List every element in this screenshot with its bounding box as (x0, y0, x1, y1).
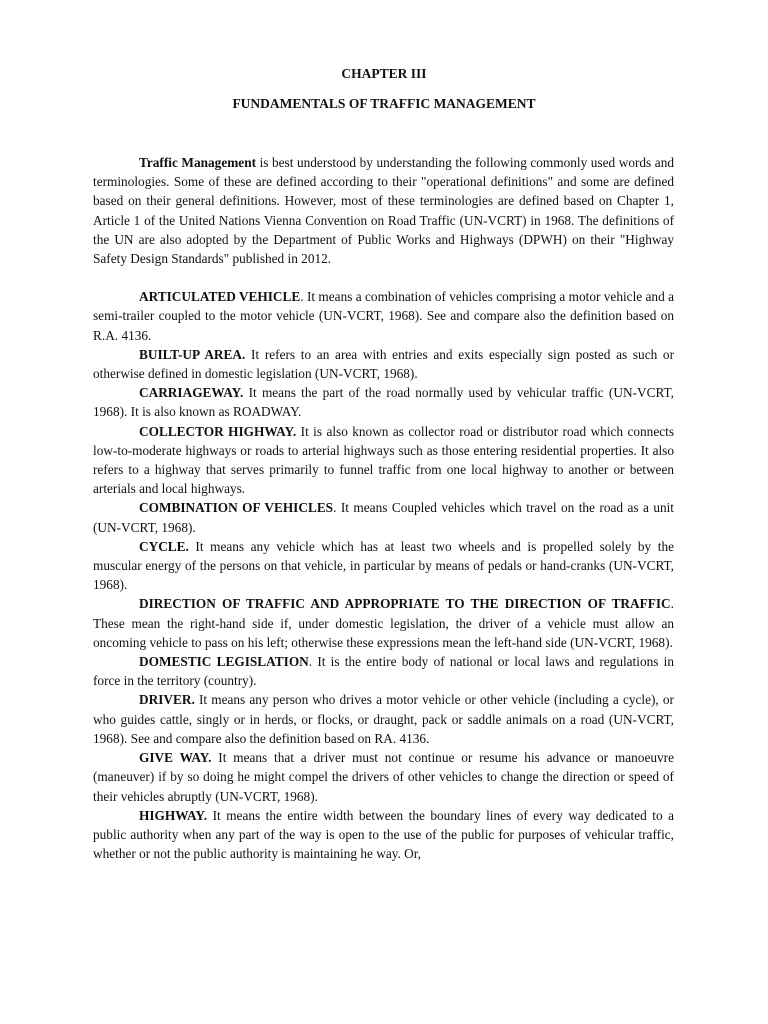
term-definition: . It means a combination of vehicles comprising a motor vehicle and a semi-trailer coupled to the motor vehicle (UN-VCRT, 1968). See and compare also the definition based on R.A. 4136. (93, 289, 674, 343)
term-label: CYCLE. (139, 538, 189, 554)
definition-collector-highway (93, 422, 674, 499)
definition-domestic-legislation (93, 652, 674, 690)
term-definition: . It is the entire body of national or local laws and regulations in force in the territory (country). (93, 654, 674, 689)
term-label: ARTICULATED VEHICLE (139, 289, 301, 305)
definition-highway (93, 806, 674, 864)
document-body (93, 153, 674, 863)
term-definition: It means any person who drives a motor vehicle or other vehicle (including a cycle), or who guides cattle, singly or in herds, or flocks, or draught, pack or saddle animals on a road (UN-VCRT, 1968). See and compare also the definition based on RA. 4136. (93, 692, 674, 746)
term-label: GIVE WAY. (139, 750, 212, 766)
term-definition: It refers to an area with entries and exits especially sign posted as such or otherwise defined in domestic legislation (UN-VCRT, 1968). (93, 346, 675, 382)
term-label: CARRIAGEWAY. (139, 385, 244, 401)
term-label: DIRECTION OF TRAFFIC AND APPROPRIATE TO THE DIRECTION OF TRAFFIC (139, 596, 671, 612)
term-label: DOMESTIC LEGISLATION (139, 654, 309, 670)
definition-carriageway (93, 383, 674, 421)
definition-direction-of-traffic (93, 594, 674, 652)
definition-articulated-vehicle (93, 287, 674, 345)
page-title: FUNDAMENTALS OF TRAFFIC MANAGEMENT (232, 96, 536, 111)
definition-built-up-area (93, 345, 674, 383)
term-definition: It means that a driver must not continue or resume his advance or manoeuvre (maneuver) if by so doing he might compel the drivers of other vehicles to change the direction or speed of their vehicles abruptly (UN-VCRT, 1968). (93, 750, 674, 804)
term-label: BUILT-UP AREA. (139, 346, 246, 362)
definition-combination-of-vehicles (93, 498, 674, 536)
term-definition: It means any vehicle which has at least two wheels and is propelled solely by the muscular energy of the persons on that vehicle, in particular by means of pedals or hand-cranks (UN-VCRT, 1968). (93, 538, 674, 593)
definition-cycle (93, 537, 674, 595)
intro-lead-term: Traffic Management (139, 155, 257, 170)
intro-paragraph (93, 153, 674, 268)
term-definition: It means the entire width between the boundary lines of every way dedicated to a public authority when any part of the way is open to the use of the public for purposes of vehicular traffic, whether or not the public authority is maintaining he way. Or, (93, 807, 674, 862)
term-definition: It is also known as collector road or distributor road which connects low-to-moderate highways or roads to arterial highways such as those entering residential properties. It also refers to a highway that serves primarily to funnel traffic from one local highway to another or between arterials and local highways. (93, 423, 674, 497)
term-label: COLLECTOR HIGHWAY. (139, 423, 297, 439)
definition-driver (93, 690, 674, 748)
term-definition: . It means Coupled vehicles which travel on the road as a unit (UN-VCRT, 1968). (93, 500, 674, 535)
term-definition: . These mean the right-hand side if, under domestic legislation, the driver of a vehicle must allow an oncoming vehicle to pass on his left; otherwise these expressions mean the left-hand side (UN-VCRT, 1968). (93, 596, 674, 650)
definition-give-way (93, 748, 674, 806)
term-label: HIGHWAY. (139, 807, 208, 823)
term-label: DRIVER. (139, 692, 195, 708)
term-label: COMBINATION OF VEHICLES (139, 500, 334, 516)
intro-text: is best understood by understanding the following commonly used words and terminologies. Some of these are defined according to their "operational definitions" and some are defined based on their general definitions. However, most of these terminologies are defined based on Chapter 1, Article 1 of the United Nations Vienna Convention on Road Traffic (UN-VCRT) in 1968. The definitions of the UN are also adopted by the Department of Public Works and Highways (DPWH) on their "Highway Safety Design Standards" published in 2012. (93, 155, 674, 267)
term-definition: It means the part of the road normally used by vehicular traffic (UN-VCRT, 1968). It is also known as ROADWAY. (93, 385, 674, 420)
chapter-label: CHAPTER III (341, 66, 427, 81)
